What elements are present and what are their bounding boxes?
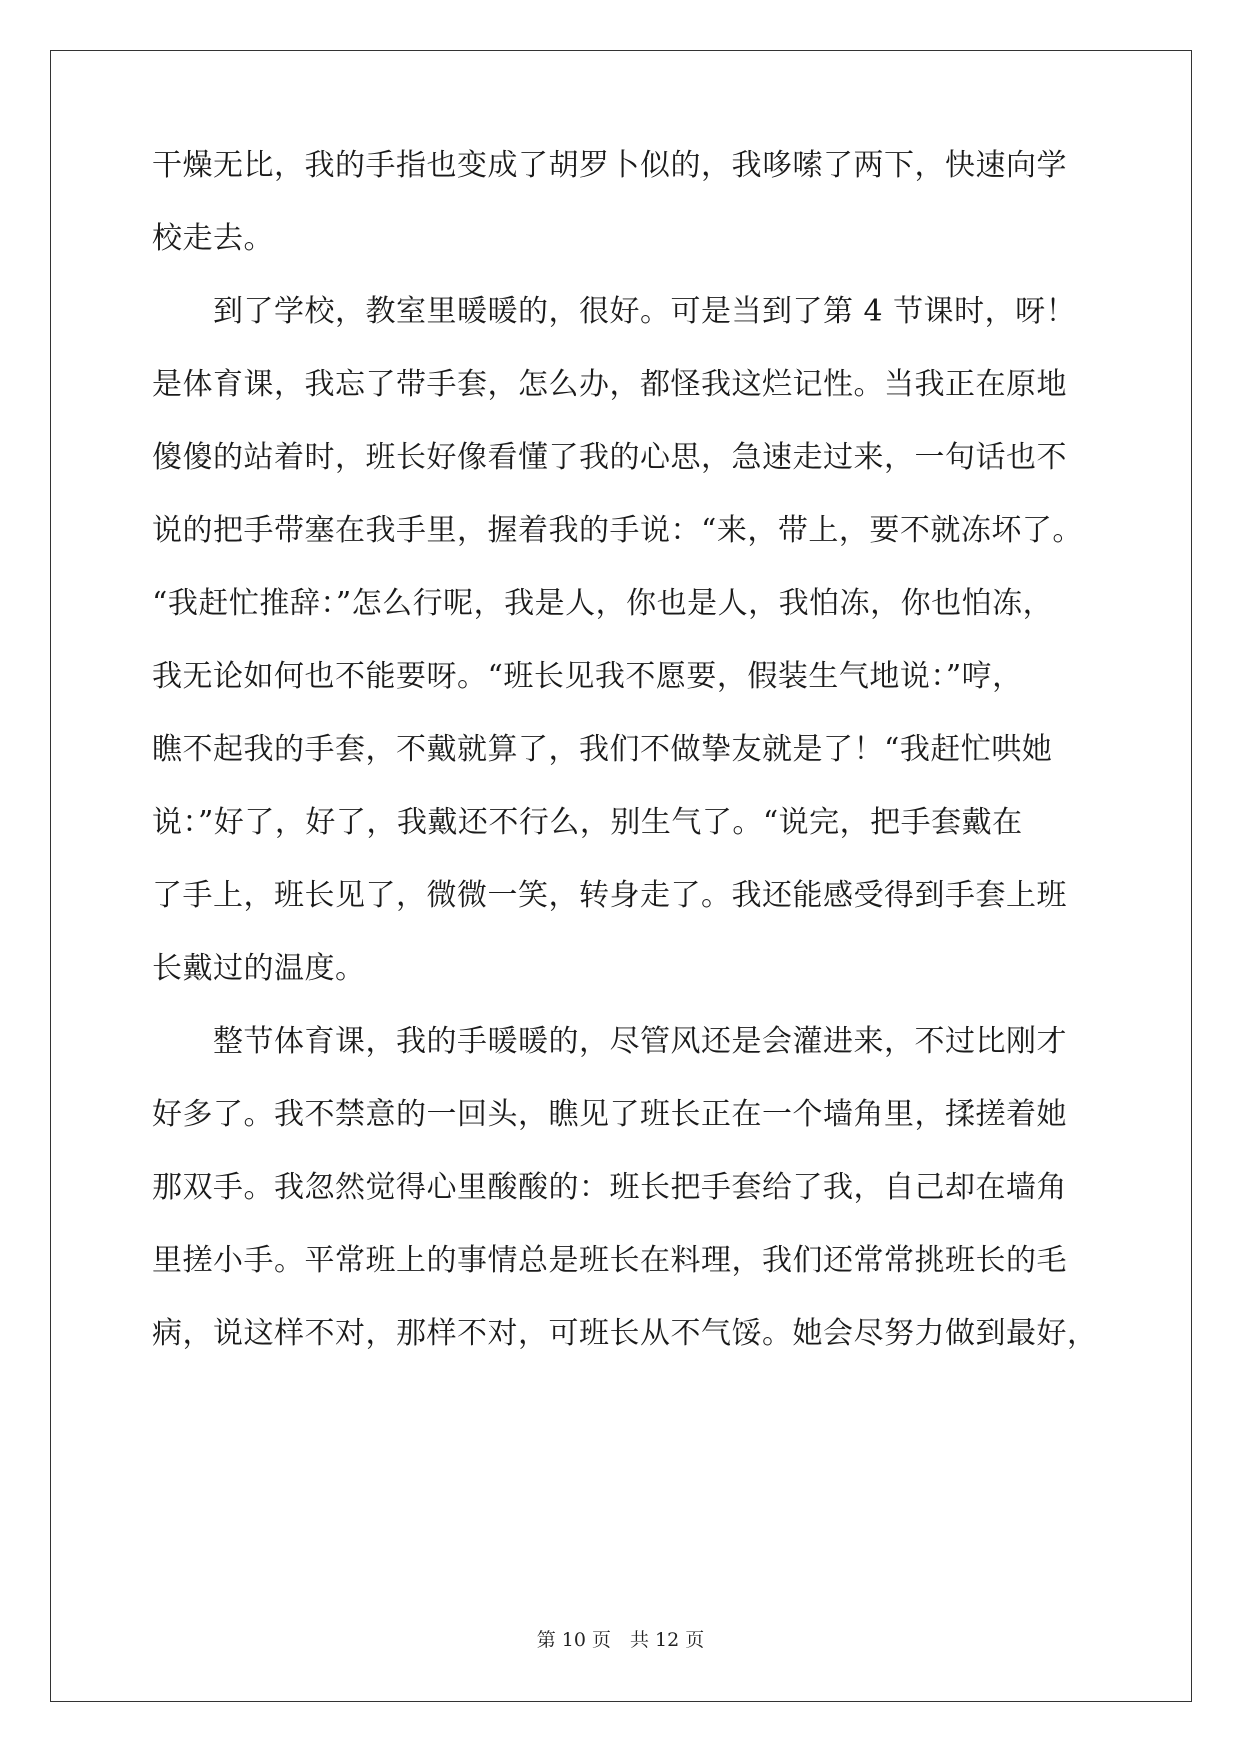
text-line: 好多了。我不禁意的一回头，瞧见了班长正在一个墙角里，揉搓着她 [152,1097,1067,1132]
text-line: 是体育课，我忘了带手套，怎么办，都怪我这烂记性。当我正在原地 [152,367,1067,402]
text-line: 校走去。 [152,221,274,256]
text-line: 长戴过的温度。 [152,951,366,986]
text-line: 到了学校，教室里暖暖的，很好。可是当到了第 4 节课时，呀！ [152,294,1077,329]
text-line: 病，说这样不对，那样不对，可班长从不气馁。她会尽努力做到最好， [152,1316,1098,1351]
text-line: 说的把手带塞在我手里，握着我的手说：“来，带上，要不就冻坏了。 [152,513,1083,548]
text-line: 那双手。我忽然觉得心里酸酸的：班长把手套给了我，自己却在墙角 [152,1170,1067,1205]
text-line: 整节体育课，我的手暖暖的，尽管风还是会灌进来，不过比刚才 [152,1024,1067,1059]
text-line: 里搓小手。平常班上的事情总是班长在料理，我们还常常挑班长的毛 [152,1243,1067,1278]
text-line: 瞧不起我的手套，不戴就算了，我们不做挚友就是了！“我赶忙哄她 [152,732,1053,767]
text-line: 了手上，班长见了，微微一笑，转身走了。我还能感受得到手套上班 [152,878,1067,913]
text-line: 说：”好了，好了，我戴还不行么，别生气了。“说完，把手套戴在 [152,805,1023,840]
text-line: “我赶忙推辞：”怎么行呢，我是人，你也是人，我怕冻，你也怕冻， [152,586,1054,621]
text-line: 傻傻的站着时，班长好像看懂了我的心思，急速走过来，一句话也不 [152,440,1067,475]
text-line: 我无论如何也不能要呀。“班长见我不愿要，假装生气地说：”哼， [152,659,1023,694]
text-line: 干燥无比，我的手指也变成了胡罗卜似的，我哆嗦了两下，快速向学 [152,148,1067,183]
page-number-footer: 第 10 页 共 12 页 [536,1629,705,1651]
